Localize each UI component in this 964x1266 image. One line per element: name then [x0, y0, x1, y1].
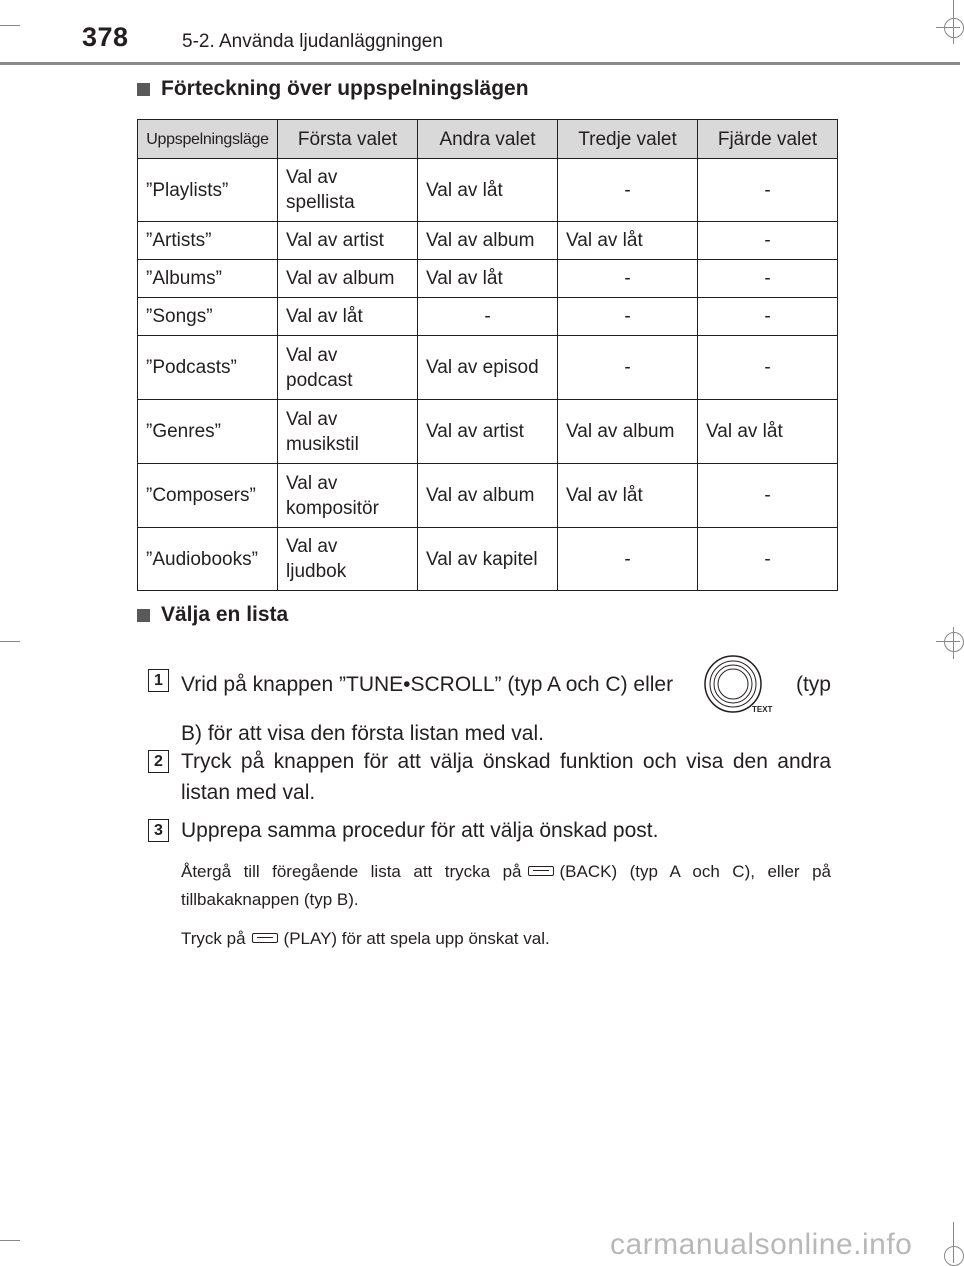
note-text-part: (BACK) (typ A och C), eller på tillbakaknappen (typ B).: [181, 862, 831, 909]
cell-line: Val av: [286, 167, 338, 188]
table-cell: -: [418, 298, 558, 336]
table-header-row: [138, 120, 838, 159]
table-row: [138, 222, 838, 260]
step-number-badge: 1: [148, 669, 169, 692]
table-row: [138, 159, 838, 222]
cell-line: spellista: [286, 192, 355, 213]
table-cell: Val av episod: [418, 336, 558, 400]
column-header: Andra valet: [418, 120, 558, 159]
table-cell: -: [558, 336, 698, 400]
crop-mark: [0, 641, 20, 642]
cell-line: Val av: [286, 408, 338, 430]
table-row: [138, 260, 838, 298]
table-cell-mode: ”Artists”: [138, 222, 278, 260]
note-play: [181, 925, 831, 953]
table-cell: -: [698, 222, 838, 260]
table-row: [138, 528, 838, 591]
table-row: [138, 336, 838, 400]
table-cell: -: [698, 528, 838, 591]
chapter-title: 5-2. Använda ljudanläggningen: [182, 31, 443, 52]
column-header: Första valet: [278, 120, 418, 159]
table-cell: -: [698, 159, 838, 222]
note-back: [181, 858, 831, 914]
table-cell: [278, 464, 418, 528]
table-cell: Val av album: [558, 400, 698, 464]
table-cell: -: [558, 528, 698, 591]
cell-line: Val av: [286, 536, 338, 557]
header-divider: [0, 62, 960, 65]
playback-modes-table: [137, 119, 838, 591]
table-cell: [278, 528, 418, 591]
table-cell: -: [698, 298, 838, 336]
column-header: Tredje valet: [558, 120, 698, 159]
table-cell: Val av album: [418, 222, 558, 260]
cell-line: Val av: [286, 472, 338, 494]
knob-label: TEXT: [751, 705, 772, 714]
table-cell: -: [558, 298, 698, 336]
note-text-part: (PLAY) för att spela upp önskat val.: [283, 929, 550, 948]
section-title: Förteckning över uppspelningslägen: [161, 77, 529, 100]
table-cell: Val av låt: [278, 298, 418, 336]
column-header: Fjärde valet: [698, 120, 838, 159]
table-cell: Val av kapitel: [418, 528, 558, 591]
column-header: Uppspelningsläge: [138, 120, 278, 159]
table-cell: Val av artist: [278, 222, 418, 260]
table-cell-mode: ”Albums”: [138, 260, 278, 298]
table-cell: Val av låt: [418, 260, 558, 298]
cell-line: kompositör: [286, 497, 379, 519]
table-cell: [278, 400, 418, 464]
play-button-icon: [252, 933, 278, 943]
table-cell-mode: ”Genres”: [138, 400, 278, 464]
table-cell: Val av album: [418, 464, 558, 528]
step-3-text: Upprepa samma procedur för att välja önskad post.: [181, 819, 659, 842]
step-text-part: Vrid på knappen ”TUNE•SCROLL” (typ A och C) eller: [181, 672, 674, 696]
table-row: [138, 298, 838, 336]
cell-line: podcast: [286, 369, 353, 391]
crop-mark: [0, 25, 20, 26]
cell-line: Val av: [286, 344, 338, 366]
table-cell: Val av artist: [418, 400, 558, 464]
step-1-text: [181, 650, 831, 749]
registration-mark-icon: [944, 1246, 964, 1266]
table-cell: Val av låt: [558, 222, 698, 260]
table-cell-mode: ”Playlists”: [138, 159, 278, 222]
back-button-icon: [528, 866, 554, 876]
table-cell: -: [558, 159, 698, 222]
tune-knob-icon: [700, 654, 770, 714]
table-cell: Val av låt: [698, 400, 838, 464]
section-heading-modes: [137, 77, 529, 101]
table-cell-mode: ”Songs”: [138, 298, 278, 336]
cell-line: ljudbok: [286, 561, 347, 582]
table-cell: Val av album: [278, 260, 418, 298]
watermark: carmanualsonline.info: [610, 1228, 913, 1261]
square-bullet-icon: [137, 83, 150, 96]
section-title: Välja en lista: [161, 603, 289, 626]
table-cell: Val av låt: [558, 464, 698, 528]
step-text-line: B) för att visa den första listan med val.: [181, 722, 544, 745]
registration-mark-icon: [944, 632, 964, 652]
table-cell: -: [698, 336, 838, 400]
note-text-part: Tryck på: [181, 929, 246, 948]
registration-mark-icon: [944, 18, 964, 38]
step-2-text: Tryck på knappen för att välja önskad funktion och visa den andra listan med val.: [181, 750, 831, 804]
table-row: [138, 400, 838, 464]
table-row: [138, 464, 838, 528]
page-number: 378: [82, 22, 129, 52]
table-cell: Val av låt: [418, 159, 558, 222]
table-cell: [278, 159, 418, 222]
step-number-badge: 3: [148, 819, 169, 842]
crop-mark: [0, 1240, 20, 1241]
table-cell-mode: ”Podcasts”: [138, 336, 278, 400]
square-bullet-icon: [137, 609, 150, 622]
table-cell: [278, 336, 418, 400]
table-cell-mode: ”Audiobooks”: [138, 528, 278, 591]
step-text-part: (typ: [795, 672, 831, 696]
note-text-part: Återgå till föregående lista att trycka på: [181, 862, 522, 881]
table-cell-mode: ”Composers”: [138, 464, 278, 528]
table-cell: -: [698, 464, 838, 528]
step-number-badge: 2: [148, 750, 169, 773]
cell-line: musikstil: [286, 433, 359, 455]
table-cell: -: [698, 260, 838, 298]
table-cell: -: [558, 260, 698, 298]
section-heading-select-list: [137, 603, 288, 627]
